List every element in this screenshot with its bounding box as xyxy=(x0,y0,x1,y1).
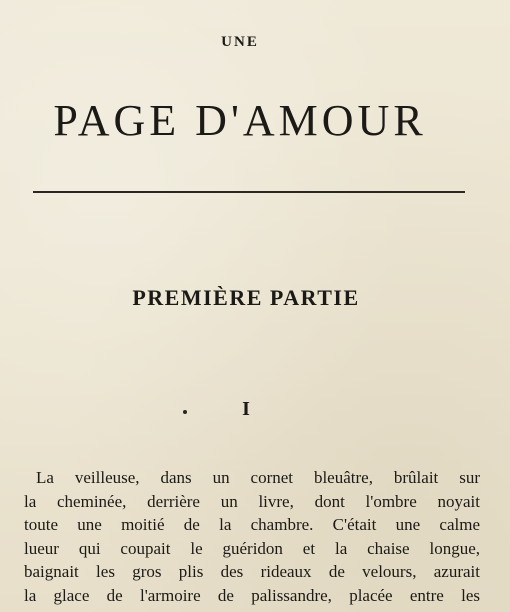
text-line: La veilleuse, dans un cornet bleuâtre, brûlait sur xyxy=(36,468,480,487)
text-line: lueur qui coupait le guéridon et la chaise longue, xyxy=(24,538,480,558)
text-line: baignait les gros plis des rideaux de velours, azurait xyxy=(24,562,480,581)
body-paragraph xyxy=(24,466,480,607)
title-article: UNE xyxy=(221,34,259,50)
book-title: PAGE D'AMOUR xyxy=(53,96,427,145)
text-line: la cheminée, derrière un livre, dont l'ombre noyait xyxy=(24,491,480,511)
text-line: toute une moitié de la chambre. C'était une calme xyxy=(24,515,480,534)
text-line: la glace de l'armoire de palissandre, placée entre les xyxy=(24,585,480,605)
chapter-number: I xyxy=(242,398,250,420)
part-heading: PREMIÈRE PARTIE xyxy=(132,285,360,310)
title-rule xyxy=(33,191,465,193)
